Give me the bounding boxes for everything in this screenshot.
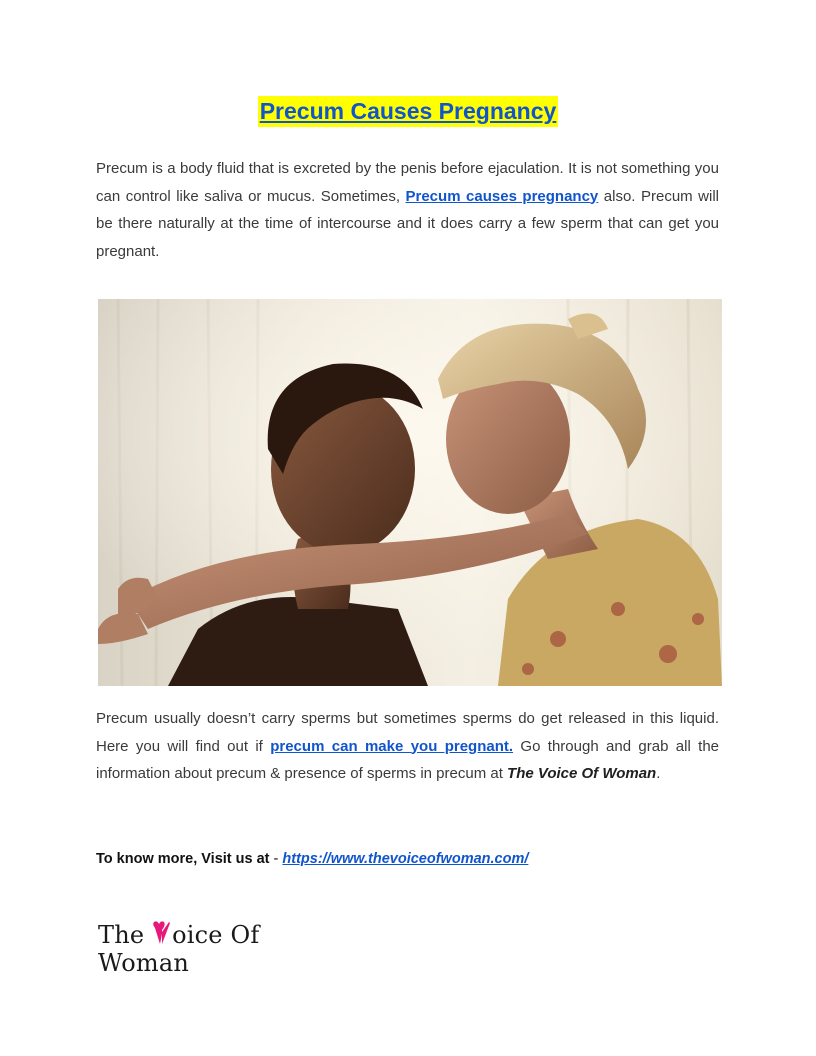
intro-paragraph (96, 155, 719, 265)
brand-logo (98, 920, 358, 977)
logo-text-after: oice Of Woman (98, 921, 260, 977)
title-wrapper (0, 96, 816, 127)
intro-text-b: also. Precum will be there naturally at the time of intercourse and it does carry a few sperm that can get you pregnant. (96, 187, 719, 260)
visit-separator: - (269, 851, 283, 867)
body-text-a: Precum usually doesn’t carry sperms but sometimes sperms do get released in this liquid. Here you will find out if (96, 710, 719, 755)
brand-emphasis: The Voice Of Woman (507, 765, 657, 782)
visit-label: To know more, Visit us at (96, 851, 270, 867)
visit-line (96, 851, 528, 867)
page-title[interactable]: Precum Causes Pregnancy (258, 96, 559, 127)
website-link[interactable]: https://www.thevoiceofwoman.com/ (282, 851, 529, 867)
body-text-c: . (656, 765, 661, 782)
logo-text-before: The (98, 921, 153, 949)
heart-v-icon (152, 920, 172, 946)
intro-text-a: Precum is a body fluid that is excreted by the penis before ejaculation. It is not something you can control like saliva or mucus. Sometimes, (96, 160, 719, 205)
couple-photo (98, 299, 722, 686)
body-paragraph (96, 705, 719, 788)
precum-causes-pregnancy-link[interactable]: Precum causes pregnancy (405, 187, 599, 205)
precum-pregnant-link[interactable]: precum can make you pregnant. (270, 737, 514, 755)
body-text-b: Go through and grab all the information about precum & presence of sperms in precum at (96, 737, 720, 782)
